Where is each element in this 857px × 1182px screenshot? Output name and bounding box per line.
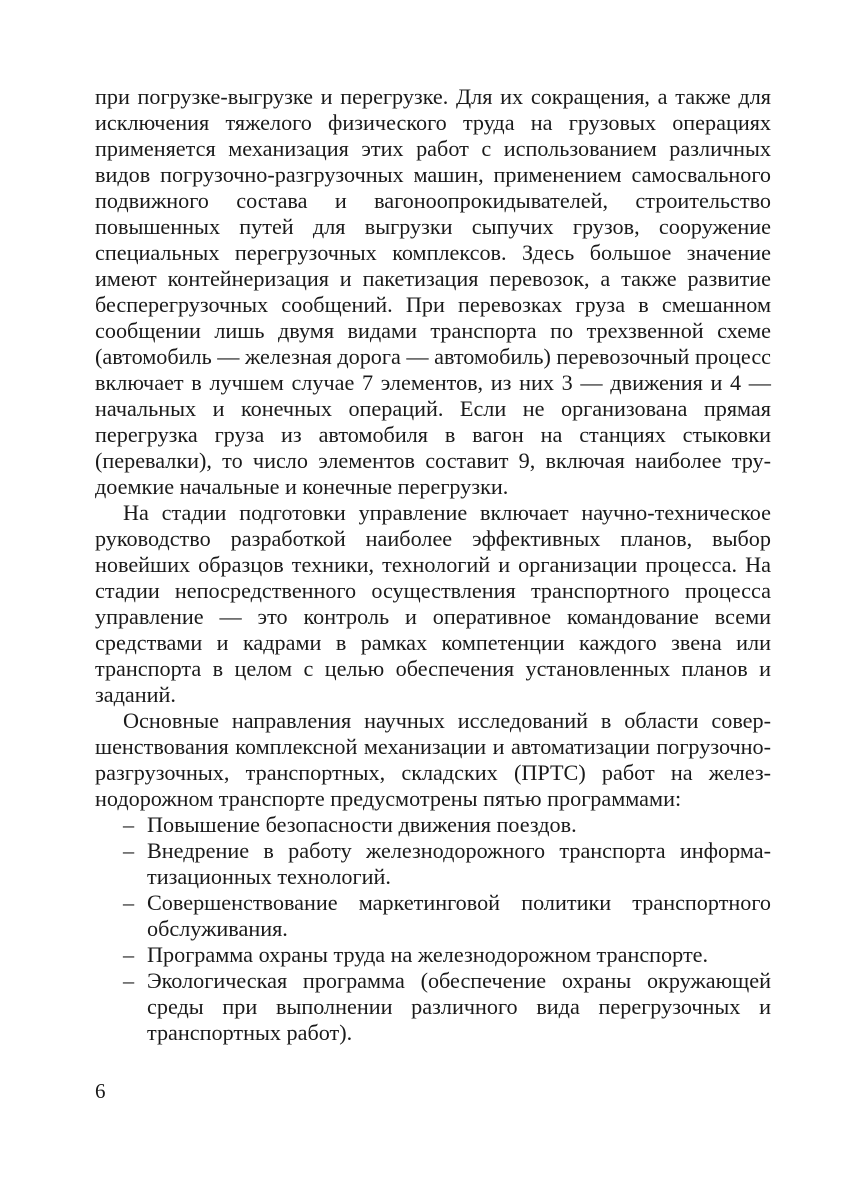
paragraph-1: при погрузке-выгрузке и перегрузке. Для их сокращения, а также для исключения тяжелого физического труда на грузовых операциях применяется механизация этих работ с использованием различных видов погрузочно-разгрузочных машин, применением самосвального подвижного состава и вагоноопрокидывателей, строительство повышенных путей для выгрузки сыпучих грузов, сооружение специальных перегрузочных комплексов. Здесь большое значение имеют контейнеризация и пакетизация перевозок, а также развитие бесперегрузочных сообщений. При перевозках груза в смешанном сообщении лишь двумя видами транспорта по трехзвенной схеме (автомобиль — железная дорога — автомобиль) перевозочный процесс включает в лучшем случае 7 элементов, из них 3 — движения и 4 — начальных и конечных операций. Если не организована прямая перегрузка груза из автомобиля в вагон на станциях стыковки (перевалки), то число элементов составит 9, включая наиболее трудоемкие начальные и конечные перегрузки.	[95, 84, 772, 499]
list-item	[95, 942, 771, 968]
list-item	[95, 838, 771, 890]
list-item-text: Совершенствование маркетинговой политики транспортного обслуживания.	[147, 890, 771, 941]
list-item-text: Повышение безопасности движения поездов.	[147, 812, 577, 837]
list-dash: –	[123, 968, 135, 993]
programs-list	[95, 812, 771, 1046]
page-body	[95, 84, 771, 1046]
list-dash: –	[123, 942, 135, 967]
paragraph-2: На стадии подготовки управление включает научно-техническое руководство разработкой наиболее эффективных планов, выбор новейших образцов техники, технологий и организации процесса. На стадии непосредственного осуществления транспортного процесса управление — это контроль и оперативное командование всеми средствами и кадрами в рамках компетенции каждого звена или транспорта в целом с целью обеспечения установленных планов и заданий.	[95, 500, 771, 707]
paragraph-3: Основные направления научных исследований в области совершенствования комплексной механизации и автоматизации погрузочно-разгрузочных, транспортных, складских (ПРТС) работ на железнодорожном транспорте предусмотрены пятью программами:	[95, 708, 771, 811]
list-item-text: Программа охраны труда на железнодорожном транспорте.	[147, 942, 709, 967]
list-dash: –	[123, 838, 135, 863]
list-item	[95, 812, 771, 838]
list-dash: –	[123, 890, 135, 915]
list-item-text: Внедрение в работу железнодорожного транспорта информатизационных технологий.	[147, 838, 771, 889]
list-item-text: Экологическая программа (обеспечение охраны окружающей среды при выполнении различного вида перегрузочных и транспортных работ).	[147, 968, 771, 1045]
list-item	[95, 968, 771, 1046]
list-dash: –	[123, 812, 135, 837]
page-number: 6	[95, 1079, 106, 1103]
list-item	[95, 890, 771, 942]
